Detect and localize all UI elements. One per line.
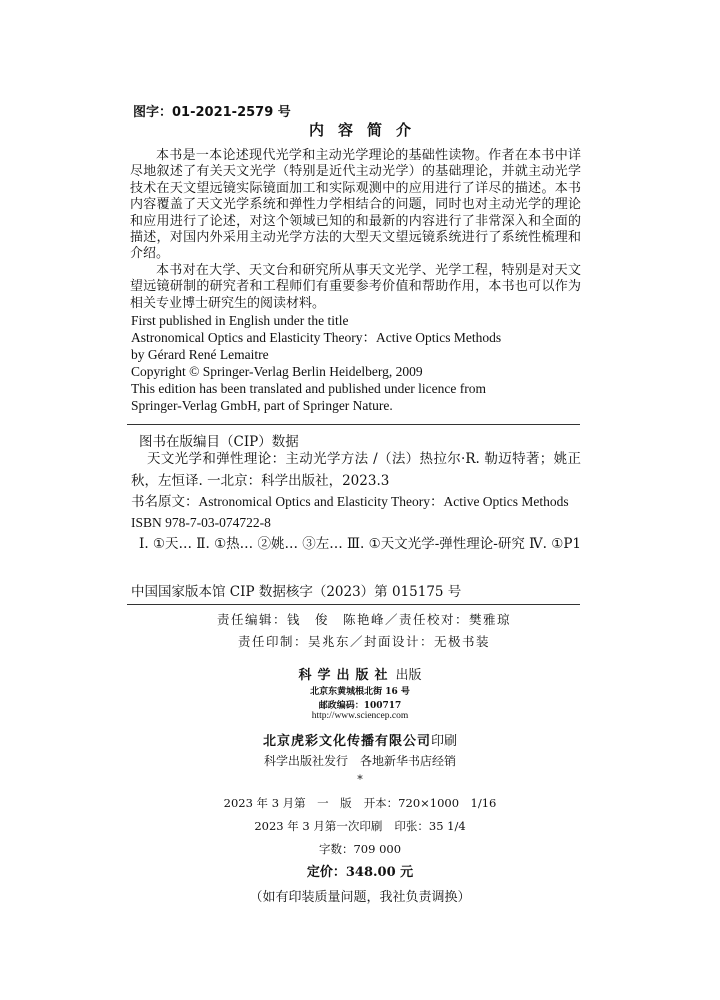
intro-paragraph-1: 本书是一本论述现代光学和主动光学理论的基础性读物。作者在本书中详尽地叙述了有关天文光学（特别是近代主动光学）的基础理论，并就主动光学技术在天文望远镜实际镜面加工和实际观测中的应用进行了详尽的描述。本书内容覆盖了天文光学系统和弹性力学相结合的问题，同时也对主动光学的理论和应用进行了论述，对这个领域已知的和最新的内容进行了非常深入和全面的描述，对国内外采用主动光学方法的大型天文望远镜系统进行了系统性梳理和介绍。 [130, 148, 581, 262]
editor-credits: 责任编辑：钱 俊 陈艳峰／责任校对：樊雅琼 [216, 612, 511, 627]
cip-top-divider [127, 424, 580, 425]
printer-suffix: 印刷 [431, 734, 458, 749]
cip-heading: 图书在版编目（CIP）数据 [139, 434, 299, 450]
cip-number: 中国国家版本馆 CIP 数据核字（2023）第 015175 号 [131, 584, 462, 600]
price: 定价：348.00 元 [306, 865, 414, 880]
production-credits: 责任印制：吴兆东／封面设计：无极书装 [237, 634, 490, 649]
printing-date: 2023 年 3 月第一次印刷 [254, 819, 383, 833]
quality-notice: （如有印装质量问题，我社负责调换） [249, 890, 471, 905]
publisher-name: 科学出版社 [298, 668, 394, 683]
printer-line [0, 730, 720, 749]
english-publication-info [131, 312, 581, 414]
publisher-postcode: 邮政编码：100717 [318, 701, 402, 711]
publisher-url: http://www.sciencep.com [311, 711, 409, 721]
intro-section [130, 148, 581, 312]
publisher-suffix: 出版 [395, 668, 422, 683]
printer-name: 北京虎彩文化传播有限公司 [262, 734, 431, 749]
separator-star: * [357, 773, 363, 786]
distribution-line: 科学出版社发行 各地新华书店经销 [263, 754, 456, 768]
cip-isbn: ISBN 978-7-03-074722-8 [131, 515, 271, 530]
cip-original-title: 书名原文：Astronomical Optics and Elasticity Theory：Active Optics Methods [131, 494, 569, 509]
registration-number: 图字：01-2021-2579 号 [133, 105, 291, 120]
publisher-address: 北京东黄城根北街 16 号 [310, 687, 410, 697]
english-line-2: Astronomical Optics and Elasticity Theory：Active Optics Methods [131, 330, 502, 345]
printed-sheets: 印张：35 1/4 [394, 819, 466, 833]
cip-bottom-divider [127, 604, 580, 605]
word-count: 字数：709 000 [318, 842, 402, 856]
publisher-line [0, 664, 720, 683]
edition-date: 2023 年 3 月第 一 版 [223, 796, 352, 810]
edition-line [0, 795, 720, 811]
english-line-3: by Gérard René Lemaitre [131, 347, 269, 362]
english-line-5: This edition has been translated and published under licence from [131, 381, 487, 396]
summary-title: 内容简介 [308, 121, 425, 139]
english-line-1: First published in English under the title [131, 313, 349, 328]
cip-classification: Ⅰ. ①天… Ⅱ. ①热… ②姚… ③左… Ⅲ. ①天文光学-弹性理论-研究 Ⅳ. ①P1 [139, 536, 582, 552]
cip-entry: 天文光学和弹性理论：主动光学方法 /（法）热拉尔·R. 勒迈特著；姚正秋，左恒译. 一北京：科学出版社，2023.3 [131, 451, 581, 489]
printing-line [0, 818, 720, 834]
english-line-6: Springer-Verlag GmbH, part of Springer Nature. [131, 398, 393, 413]
intro-paragraph-2: 本书对在大学、天文台和研究所从事天文光学、光学工程，特别是对天文望远镜研制的研究者和工程师们有重要参考价值和帮助作用，本书也可以作为相关专业博士研究生的阅读材料。 [130, 262, 581, 311]
book-format: 开本：720×1000 1/16 [363, 796, 497, 810]
english-line-4: Copyright © Springer-Verlag Berlin Heidelberg, 2009 [131, 364, 423, 379]
